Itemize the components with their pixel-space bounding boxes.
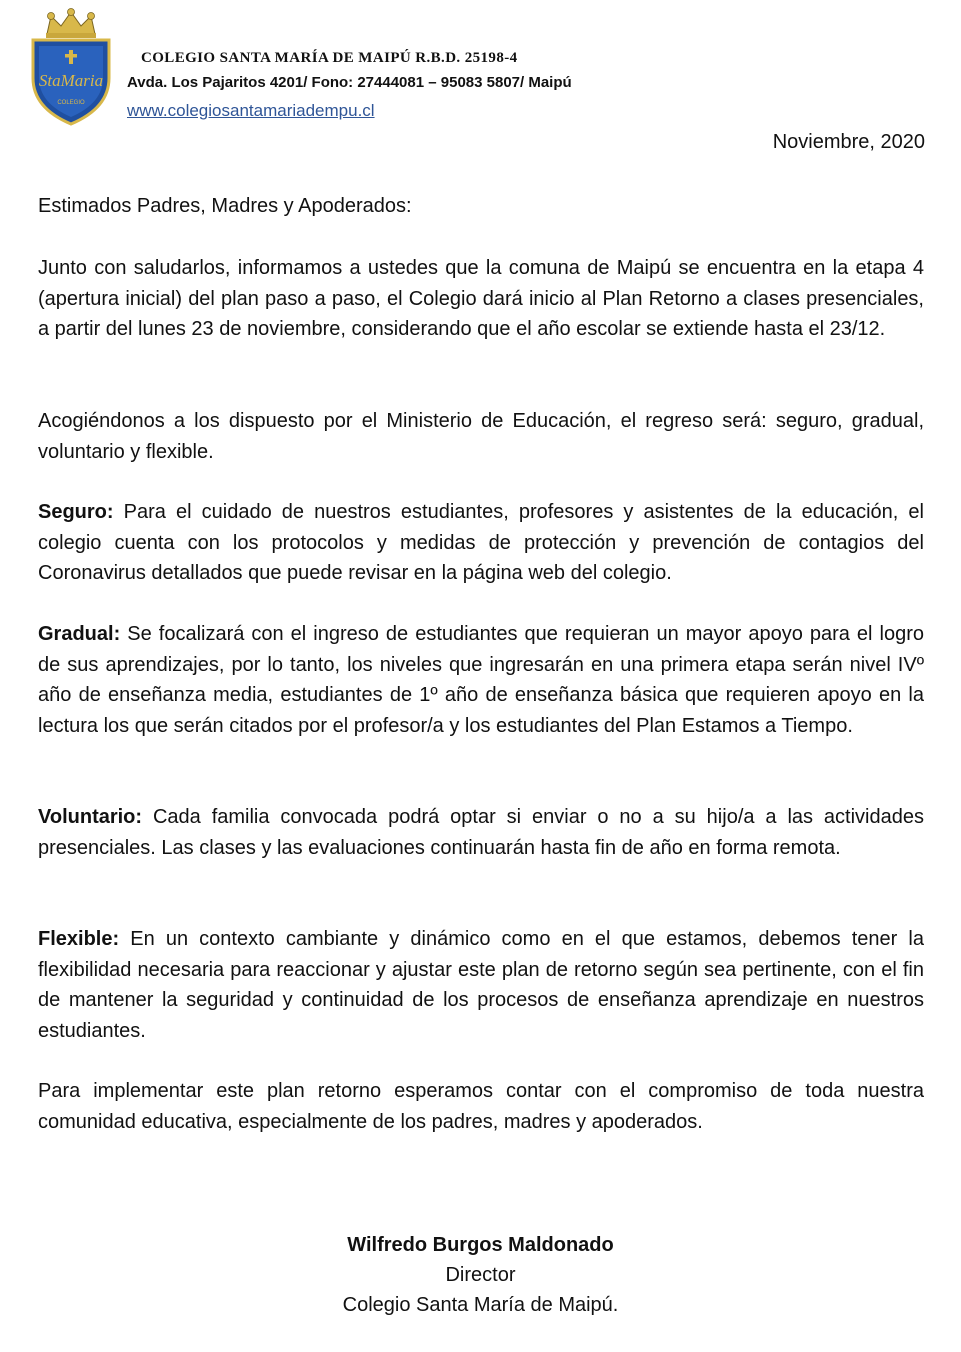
letter-date: Noviembre, 2020 — [772, 131, 925, 153]
school-name: COLEGIO SANTA MARÍA DE MAIPÚ R.B.D. 25198-4 — [141, 50, 518, 66]
term-seguro: Seguro: — [38, 501, 114, 523]
crest-text: StaMaria — [38, 71, 104, 90]
school-address: Avda. Los Pajaritos 4201/ Fono: 27444081 – 95083 5807/ Maipú — [127, 74, 572, 91]
signature-name: Wilfredo Burgos Maldonado — [347, 1234, 614, 1256]
paragraph-closing: Para implementar este plan retorno esperamos contar con el compromiso de toda nuestra comunidad educativa, especialmente de los padres, madres y apoderados. — [38, 1080, 924, 1133]
term-voluntario: Voluntario: — [38, 806, 143, 828]
term-flexible: Flexible: — [38, 928, 120, 950]
school-crest-icon — [27, 8, 115, 126]
text-gradual: Se focalizará con el ingreso de estudiantes que requieran un mayor apoyo para el logro de sus aprendizajes, por lo tanto, los niveles que ingresarán en una primera etapa serán nivel IVº año de enseñanza media, estudiantes de 1º año de enseñanza básica que requieren apoyo en la lectura los que serán citados por el profesor/a y los estudiantes del Plan Estamos a Tiempo. — [38, 623, 924, 737]
paragraph-flexible — [38, 924, 924, 1046]
paragraph-ministry: Acogiéndonos a los dispuesto por el Ministerio de Educación, el regreso será: seguro, gradual, voluntario y flexible. — [38, 410, 924, 463]
text-voluntario: Cada familia convocada podrá optar si enviar o no a su hijo/a a las actividades presenciales. Las clases y las evaluaciones continuarán hasta fin de año en forma remota. — [38, 806, 924, 859]
paragraph-voluntario — [38, 802, 924, 863]
paragraph-gradual — [38, 619, 924, 741]
text-seguro: Para el cuidado de nuestros estudiantes, profesores y asistentes de la educación, el colegio cuenta con los protocolos y medidas de protección y prevención de contagios del Coronavirus detallados que puede revisar en la página web del colegio. — [38, 501, 924, 584]
crest-subtext: COLEGIO — [57, 100, 85, 106]
school-website-link[interactable]: www.colegiosantamariadempu.cl — [127, 101, 375, 120]
paragraph-intro: Junto con saludarlos, informamos a ustedes que la comuna de Maipú se encuentra en la etapa 4 (apertura inicial) del plan paso a paso, el Colegio dará inicio al Plan Retorno a clases presenciales, a partir del lunes 23 de noviembre, considerando que el año escolar se extiende hasta el 23/12. — [38, 257, 924, 340]
signature-institution: Colegio Santa María de Maipú. — [342, 1294, 619, 1316]
signature-title: Director — [445, 1264, 516, 1286]
paragraph-seguro — [38, 497, 924, 589]
term-gradual: Gradual: — [38, 623, 121, 645]
salutation: Estimados Padres, Madres y Apoderados: — [38, 195, 412, 217]
signature-block — [0, 1230, 961, 1320]
text-flexible: En un contexto cambiante y dinámico como en el que estamos, debemos tener la flexibilidad necesaria para reaccionar y ajustar este plan de retorno según sea pertinente, con el fin de mantener la seguridad y continuidad de los procesos de enseñanza aprendizaje en nuestros estudiantes. — [38, 928, 924, 1042]
